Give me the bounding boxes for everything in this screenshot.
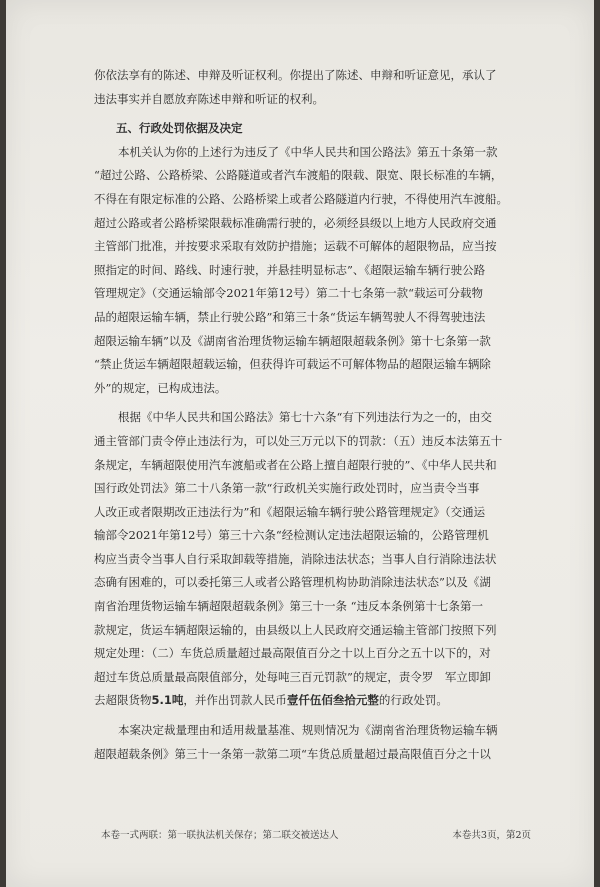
text-line: 超过车货总质量最高限值部分，处每吨三百元罚款”的规定，责令罗 军立即卸 [94, 669, 491, 684]
text-line: 输部令2021年第12号）第三十六条“经检测认定违法超限运输的，公路管理机 [94, 528, 489, 543]
text-line: 态确有困难的，可以委托第三人或者公路管理机构协助消除违法状态”以及《湖 [94, 575, 491, 590]
text-line: 照指定的时间、路线、时速行驶，并悬挂明显标志”、《超限运输车辆行驶公路 [94, 262, 486, 277]
text-line: 不得在有限定标准的公路、公路桥梁上或者公路隧道内行驶，不得使用汽车渡船。 [94, 191, 508, 206]
text-line: 根据《中华人民共和国公路法》第七十六条“有下列违法行为之一的，由交 [118, 410, 492, 425]
text-line: “禁止货运车辆超限超载运输，但获得许可载运不可解体物品的超限运输车辆除 [94, 357, 491, 372]
text-line: 主管部门批准，并按要求采取有效防护措施；运载不可解体的超限物品，应当按 [94, 239, 497, 254]
text-line: “超过公路、公路桥梁、公路隧道或者汽车渡船的限载、限宽、限长标准的车辆， [94, 168, 503, 183]
text-line: 违法事实并自愿放弃陈述申辩和听证的权利。 [94, 91, 324, 106]
text-line: 超限超载条例》第三十一条第一款第二项“车货总质量超过最高限值百分之十以 [94, 746, 491, 761]
intro-paragraph [94, 64, 534, 111]
text-line: 本案决定裁量理由和适用裁量基准、规则情况为《湖南省治理货物运输车辆 [118, 723, 498, 738]
text-segment: 去超限货物 [94, 693, 152, 708]
text-line: 构应当责令当事人自行采取卸载等措施，消除违法状态；当事人自行消除违法状 [94, 551, 497, 566]
text-line: 外”的规定，已构成违法。 [94, 380, 227, 395]
text-line: 管理规定》（交通运输部令2021年第12号）第二十七条第一款“载运可分载物 [94, 286, 484, 301]
text-line: 人改正或者限期改正违法行为”和《超限运输车辆行驶公路管理规定》（交通运 [94, 504, 486, 519]
paragraph-penalty-basis [94, 406, 534, 713]
tonnage-value: 5.1吨 [151, 693, 184, 708]
text-line: 你依法享有的陈述、申辩及听证权利。你提出了陈述、申辩和听证意见，承认了 [94, 68, 497, 82]
text-line: 超限运输车辆”以及《湖南省治理货物运输车辆超限超载条例》第十七条第一款 [94, 333, 491, 348]
text-line: 款规定，货运车辆超限运输的，由县级以上人民政府交通运输主管部门按照下列 [94, 622, 497, 637]
text-segment: 的行政处罚。 [378, 693, 448, 708]
text-line: 本机关认为你的上述行为违反了《中华人民共和国公路法》第五十条第一款 [118, 144, 498, 159]
paragraph-discretion [94, 719, 534, 766]
text-line: 超过公路或者公路桥梁限载标准确需行驶的，必须经县级以上地方人民政府交通 [94, 215, 497, 230]
document-page [6, 0, 594, 887]
text-segment: ，并作出罚款人民币 [183, 693, 287, 708]
section-heading: 五、行政处罚依据及决定 [116, 121, 243, 136]
text-line: 南省治理货物运输车辆超限超载条例》第三十一条 “违反本条例第十七条第一 [94, 599, 484, 614]
text-line: 国行政处罚法》第二十八条第一款“行政机关实施行政处罚时，应当责令当事 [94, 481, 480, 496]
text-line: 品的超限运输车辆，禁止行驶公路”和第三十条“货运车辆驾驶人不得驾驶违法 [94, 309, 486, 324]
footer-copies-note: 本卷一式两联：第一联执法机关保存；第二联交被送达人 [101, 830, 339, 841]
document-body [94, 64, 534, 766]
paragraph-violation [94, 141, 534, 401]
text-line: 通主管部门责令停止违法行为，可以处三万元以下的罚款：（五）违反本法第五十 [94, 433, 503, 448]
text-line: 条规定，车辆超限使用汽车渡船或者在公路上擅自超限行驶的”、《中华人民共和 [94, 457, 497, 472]
fine-amount: 壹仟伍佰叁拾元整 [286, 693, 379, 708]
footer-page-number: 本卷共3页，第2页 [452, 830, 531, 841]
text-line: 规定处理：（二）车货总质量超过最高限值百分之十以上百分之五十以下的，对 [94, 646, 491, 661]
penalty-decision-line [94, 689, 534, 713]
